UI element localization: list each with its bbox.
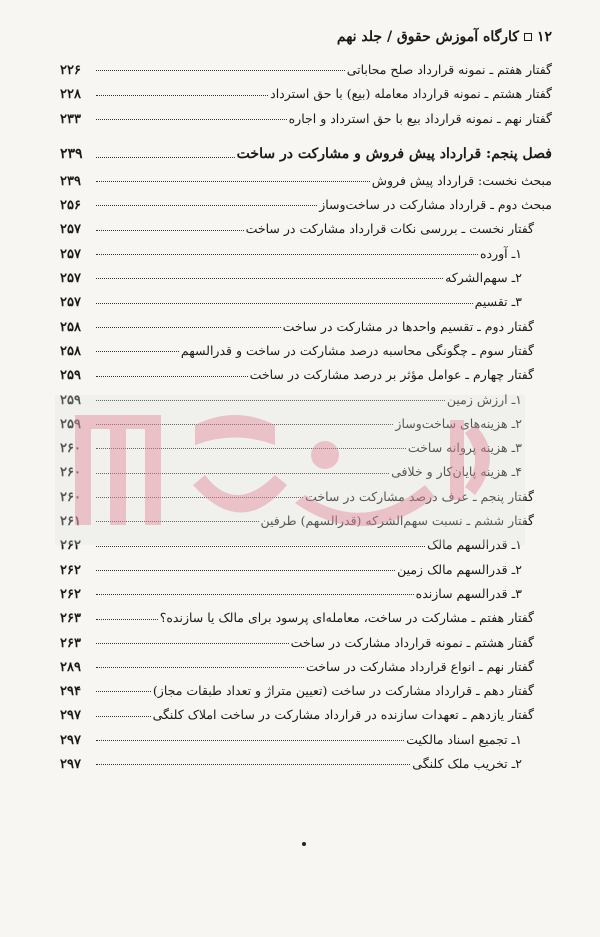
toc-page-number: ۲۹۷ bbox=[60, 708, 81, 724]
toc-entry-title: ۱ـ آورده bbox=[479, 245, 522, 261]
toc-page-number: ۲۹۷ bbox=[60, 757, 81, 773]
dot-leader bbox=[96, 326, 281, 328]
toc-page-number: ۲۵۷ bbox=[60, 222, 81, 238]
toc-entry bbox=[60, 728, 552, 752]
toc-entry-title: مبحث دوم ـ قرارداد مشارکت در ساخت‌وساز bbox=[319, 197, 552, 213]
toc-page-number: ۲۶۰ bbox=[60, 489, 81, 505]
toc-entry bbox=[60, 169, 552, 193]
toc-page-number: ۲۵۸ bbox=[60, 343, 81, 359]
toc-entry-title: ۲ـ هزینه‌های ساخت‌وساز bbox=[395, 415, 522, 431]
toc-entry-title: ۲ـ سهم‌الشرکه bbox=[445, 270, 522, 286]
dot-leader bbox=[96, 399, 445, 401]
toc-entry-title: گفتار چهارم ـ عوامل مؤثر بر درصد مشارکت در ساخت bbox=[249, 367, 534, 383]
toc-entry-title: گفتار سوم ـ چگونگی محاسبه درصد مشارکت در ساخت و قدرالسهم bbox=[180, 342, 534, 358]
dot-leader bbox=[96, 253, 478, 255]
toc-entry-title: مبحث نخست: قرارداد پیش فروش bbox=[371, 172, 552, 188]
toc-entry bbox=[60, 703, 552, 727]
dot-leader bbox=[96, 229, 244, 231]
header-book-title: کارگاه آموزش حقوق / جلد نهم bbox=[336, 29, 519, 45]
table-of-contents bbox=[60, 58, 552, 776]
dot-leader bbox=[96, 690, 151, 692]
toc-entry bbox=[60, 558, 552, 582]
dot-leader bbox=[96, 277, 443, 279]
toc-entry bbox=[60, 582, 552, 606]
toc-entry-title: ۳ـ قدرالسهم سازنده bbox=[415, 585, 522, 601]
dot-leader bbox=[96, 302, 473, 304]
toc-page-number: ۲۵۹ bbox=[60, 392, 81, 408]
dot-leader bbox=[96, 569, 395, 571]
toc-page-number: ۲۹۴ bbox=[60, 684, 81, 700]
toc-entry-title: ۱ـ ارزش زمین bbox=[446, 391, 522, 407]
toc-page-number: ۲۵۹ bbox=[60, 368, 81, 384]
toc-entry-title: گفتار دوم ـ تقسیم واحدها در مشارکت در ساخت bbox=[282, 318, 534, 334]
book-page bbox=[60, 26, 552, 776]
dot-leader bbox=[96, 118, 287, 120]
dot-leader bbox=[96, 666, 304, 668]
toc-entry-title: گفتار نهم ـ انواع قرارداد مشارکت در ساخت bbox=[305, 658, 534, 674]
dot-leader bbox=[96, 739, 404, 741]
toc-entry bbox=[60, 606, 552, 630]
dot-leader bbox=[96, 447, 406, 449]
dot-leader bbox=[96, 94, 268, 96]
toc-page-number: ۲۶۲ bbox=[60, 562, 81, 578]
toc-page-number: ۲۶۰ bbox=[60, 465, 81, 481]
toc-entry bbox=[60, 388, 552, 412]
toc-entry bbox=[60, 193, 552, 217]
dot-leader bbox=[96, 763, 410, 765]
toc-entry-title: گفتار هشتم ـ نمونه قرارداد معامله (بیع) با حق استرداد bbox=[270, 86, 552, 102]
toc-entry-title: گفتار نهم ـ نمونه قرارداد بیع با حق استرداد و اجاره bbox=[288, 110, 552, 126]
dot-leader bbox=[96, 520, 259, 522]
toc-entry bbox=[60, 339, 552, 363]
toc-entry bbox=[60, 533, 552, 557]
toc-page-number: ۲۲۸ bbox=[60, 87, 81, 103]
toc-entry-title: گفتار هشتم ـ نمونه قرارداد مشارکت در ساخت bbox=[290, 634, 534, 650]
toc-page-number: ۲۳۹ bbox=[60, 145, 83, 162]
dot-leader bbox=[96, 204, 317, 206]
toc-page-number: ۲۲۶ bbox=[60, 63, 81, 78]
toc-entry bbox=[60, 107, 552, 131]
toc-page-number: ۲۵۷ bbox=[60, 295, 81, 311]
toc-page-number: ۲۵۸ bbox=[60, 319, 81, 335]
toc-entry bbox=[60, 412, 552, 436]
dot-leader bbox=[96, 375, 248, 377]
toc-entry bbox=[60, 485, 552, 509]
toc-entry-title: ۳ـ تقسیم bbox=[474, 294, 522, 310]
toc-page-number: ۲۵۷ bbox=[60, 271, 81, 287]
dot-leader bbox=[96, 69, 345, 71]
toc-entry bbox=[60, 58, 552, 82]
toc-entry bbox=[60, 436, 552, 460]
header-page-number: ۱۲ bbox=[536, 29, 552, 45]
toc-entry bbox=[60, 679, 552, 703]
toc-page-number: ۲۶۲ bbox=[60, 538, 81, 554]
toc-entry-title: فصل پنجم: قرارداد پیش فروش و مشارکت در ساخت bbox=[236, 145, 552, 162]
page-footer-mark bbox=[302, 842, 306, 846]
toc-entry-title: گفتار هفتم ـ مشارکت در ساخت، معامله‌ای پرسود برای مالک یا سازنده؟ bbox=[159, 610, 534, 626]
dot-leader bbox=[96, 642, 289, 644]
toc-entry-title: ۴ـ هزینه پایان‌کار و خلافی bbox=[391, 464, 522, 480]
toc-entry-title: گفتار هفتم ـ نمونه قرارداد صلح محاباتی bbox=[346, 62, 552, 77]
toc-entry-title: گفتار یازدهم ـ تعهدات سازنده در قرارداد مشارکت در ساخت املاک کلنگی bbox=[152, 707, 534, 723]
dot-leader bbox=[96, 715, 151, 717]
toc-entry bbox=[60, 752, 552, 776]
toc-entry bbox=[60, 509, 552, 533]
dot-leader bbox=[96, 423, 393, 425]
dot-leader bbox=[96, 496, 303, 498]
running-header bbox=[60, 26, 552, 48]
toc-entry-title: گفتار دهم ـ قرارداد مشارکت در ساخت (تعیین متراژ و تعداد طبقات مجاز) bbox=[152, 683, 534, 699]
dot-leader bbox=[96, 618, 158, 620]
toc-entry bbox=[60, 82, 552, 106]
toc-page-number: ۲۶۳ bbox=[60, 611, 81, 627]
toc-page-number: ۲۵۹ bbox=[60, 416, 81, 432]
toc-page-number: ۲۶۰ bbox=[60, 441, 81, 457]
toc-entry bbox=[60, 315, 552, 339]
dot-leader bbox=[96, 472, 389, 474]
toc-chapter-heading bbox=[60, 139, 552, 169]
toc-page-number: ۲۵۶ bbox=[60, 198, 81, 214]
toc-entry bbox=[60, 242, 552, 266]
toc-entry-title: گفتار ششم ـ نسبت سهم‌الشرکه (قدرالسهم) طرفین bbox=[260, 513, 534, 529]
toc-entry-title: ۱ـ قدرالسهم مالک bbox=[427, 537, 522, 553]
dot-leader bbox=[96, 593, 414, 595]
toc-page-number: ۲۸۹ bbox=[60, 659, 81, 675]
dot-leader bbox=[96, 156, 235, 158]
toc-entry bbox=[60, 266, 552, 290]
toc-page-number: ۲۵۷ bbox=[60, 246, 81, 262]
toc-entry bbox=[60, 217, 552, 241]
square-bullet-icon bbox=[524, 33, 532, 41]
toc-page-number: ۲۶۱ bbox=[60, 514, 81, 530]
dot-leader bbox=[96, 350, 179, 352]
toc-page-number: ۲۳۳ bbox=[60, 111, 81, 127]
toc-entry-title: گفتار پنجم ـ عرف درصد مشارکت در ساخت bbox=[305, 488, 534, 504]
toc-entry bbox=[60, 290, 552, 314]
toc-page-number: ۲۹۷ bbox=[60, 732, 81, 748]
dot-leader bbox=[96, 180, 370, 182]
toc-entry-title: ۱ـ تجمیع اسناد مالکیت bbox=[406, 731, 522, 747]
toc-entry-title: ۲ـ تخریب ملک کلنگی bbox=[412, 756, 522, 772]
dot-leader bbox=[96, 545, 425, 547]
toc-entry bbox=[60, 631, 552, 655]
toc-entry-title: گفتار نخست ـ بررسی نکات قرارداد مشارکت در ساخت bbox=[245, 221, 534, 237]
toc-entry bbox=[60, 363, 552, 387]
toc-entry bbox=[60, 655, 552, 679]
toc-entry bbox=[60, 460, 552, 484]
toc-page-number: ۲۶۳ bbox=[60, 635, 81, 651]
toc-page-number: ۲۳۹ bbox=[60, 173, 81, 189]
toc-entry-title: ۳ـ هزینه پروانه ساخت bbox=[407, 440, 522, 456]
toc-page-number: ۲۶۲ bbox=[60, 586, 81, 602]
toc-entry-title: ۲ـ قدرالسهم مالک زمین bbox=[397, 561, 522, 577]
